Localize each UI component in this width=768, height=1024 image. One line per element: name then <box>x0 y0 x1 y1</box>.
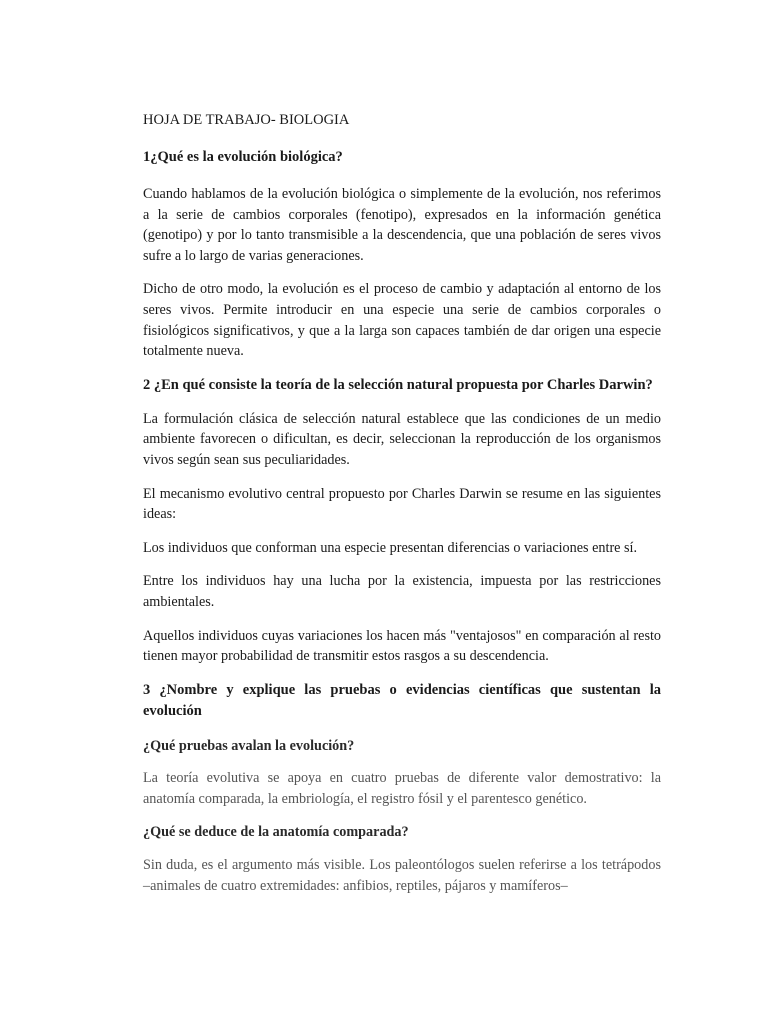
q2-paragraph-5: Aquellos individuos cuyas variaciones los hacen más "ventajosos" en comparación al resto tienen mayor probabilidad de transmitir estos rasgos a su descendencia. <box>143 627 661 665</box>
q3-subheading-anatomy: ¿Qué se deduce de la anatomía comparada? <box>143 824 409 841</box>
q1-paragraph-1: Cuando hablamos de la evolución biológica o simplemente de la evolución, nos referimos a la serie de cambios corporales (fenotipo), expresados en la información genética (genotipo) y por lo tanto transmisible a la descendencia, que una población de seres vivos sufre a lo largo de varias generaciones. <box>143 186 661 264</box>
question-2-heading: 2 ¿En qué consiste la teoría de la selección natural propuesta por Charles Darwin? <box>143 376 653 393</box>
q2-paragraph-3: Los individuos que conforman una especie presentan diferencias o variaciones entre sí. <box>143 539 638 556</box>
q3-evidence-paragraph: La teoría evolutiva se apoya en cuatro pruebas de diferente valor demostrativo: la anatomía comparada, la embriología, el registro fósil y el parentesco genético. <box>143 770 661 807</box>
q3-anatomy-paragraph: Sin duda, es el argumento más visible. Los paleontólogos suelen referirse a los tetrápodos –animales de cuatro extremidades: anfibios, reptiles, pájaros y mamíferos– <box>143 857 661 894</box>
document-page <box>143 110 661 909</box>
q2-paragraph-1: La formulación clásica de selección natural establece que las condiciones de un medio ambiente favorecen o dificultan, es decir, seleccionan la reproducción de los organismos vivos según sean sus peculiaridades. <box>143 410 661 468</box>
q3-subheading-evidence: ¿Qué pruebas avalan la evolución? <box>143 737 355 754</box>
question-3-heading: 3 ¿Nombre y explique las pruebas o evidencias científicas que sustentan la evolución <box>143 681 661 719</box>
q2-paragraph-2: El mecanismo evolutivo central propuesto por Charles Darwin se resume en las siguientes ideas: <box>143 485 661 523</box>
q2-paragraph-4: Entre los individuos hay una lucha por la existencia, impuesta por las restricciones ambientales. <box>143 573 661 610</box>
question-1-heading: 1¿Qué es la evolución biológica? <box>143 149 343 165</box>
document-title: HOJA DE TRABAJO- BIOLOGIA <box>143 112 350 128</box>
q1-paragraph-2: Dicho de otro modo, la evolución es el proceso de cambio y adaptación al entorno de los seres vivos. Permite introducir en una especie una serie de cambios corporales o fisiológicos significativos, y que a la larga son capaces también de dar origen una especie totalmente nueva. <box>143 281 661 360</box>
